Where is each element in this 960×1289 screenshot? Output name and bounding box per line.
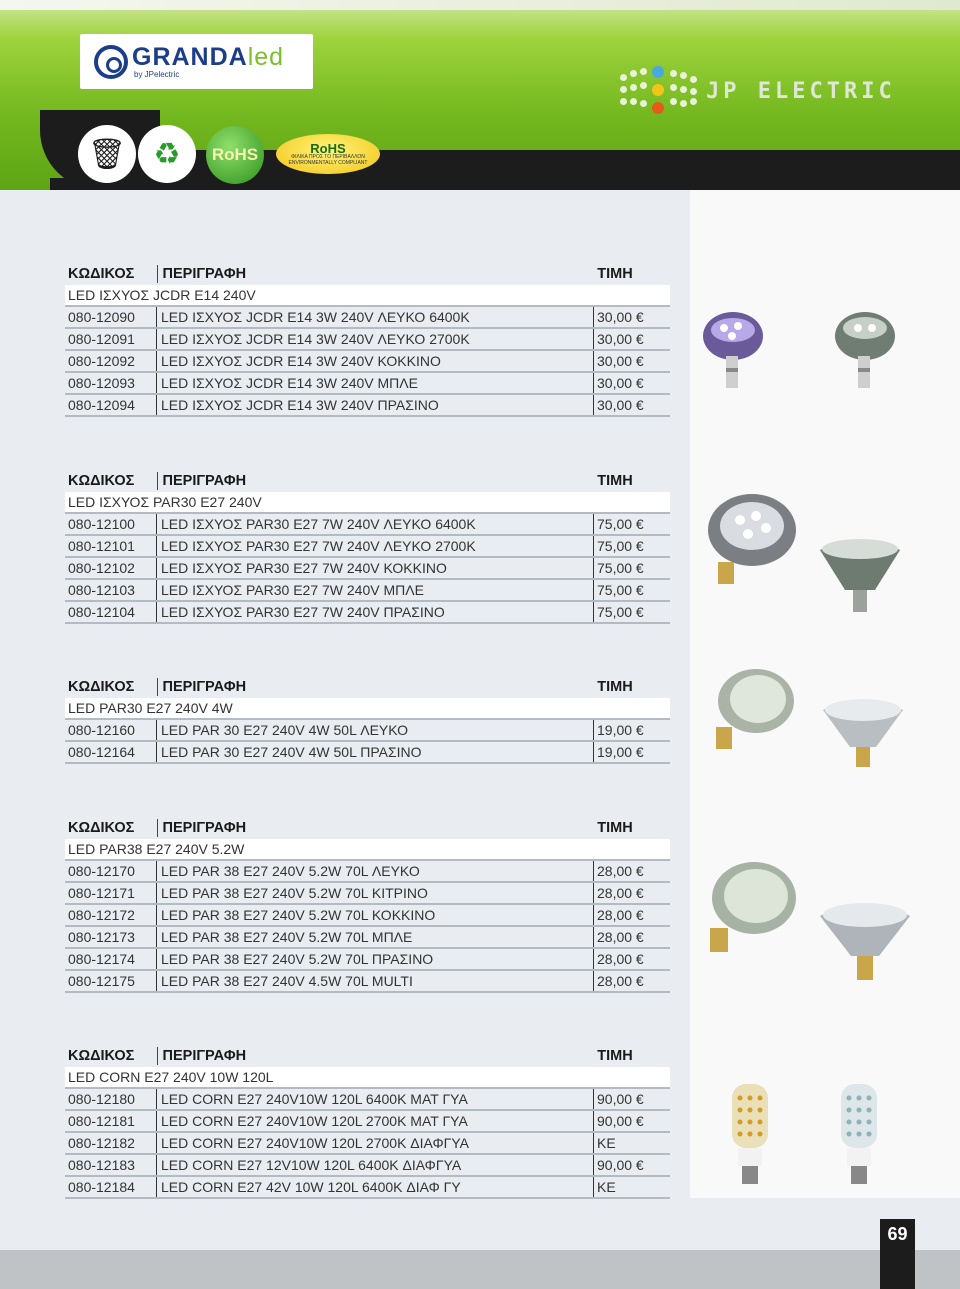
product-price: 30,00 € [593,307,670,327]
product-code: 080-12184 [68,1179,135,1195]
product-description: LED CORN E27 12V10W 120L 6400K ΔΙΑΦΓΥΑ [156,1155,593,1175]
table-row [65,1111,670,1133]
product-price: 28,00 € [593,949,670,969]
table-header [65,817,670,839]
header-price: ΤΙΜΗ [597,473,633,489]
product-description: LED ΙΣΧΥΟΣ JCDR E14 3W 240V ΛΕΥΚΟ 6400K [156,307,593,327]
table-row [65,514,670,536]
product-code: 080-12102 [68,560,135,576]
product-code: 080-12181 [68,1113,135,1129]
product-price: ΚΕ [593,1177,670,1197]
product-price: 30,00 € [593,329,670,349]
product-price: 90,00 € [593,1111,670,1131]
header-code: ΚΩΔΙΚΟΣ [68,266,135,282]
table-row [65,883,670,905]
jp-electric-wordmark: JP ELECTRIC [706,78,896,104]
header-code: ΚΩΔΙΚΟΣ [68,820,135,836]
product-price: 30,00 € [593,351,670,371]
product-description: LED PAR 30 E27 240V 4W 50L ΛΕΥΚΟ [156,720,593,740]
par38-lamp-silver-image [815,898,915,988]
header-price: ΤΙΜΗ [597,266,633,282]
product-price: 75,00 € [593,536,670,556]
product-code: 080-12173 [68,929,135,945]
rohs-badge: RoHS [206,126,264,184]
product-price: 19,00 € [593,742,670,762]
jp-dots-icon [620,66,702,116]
table-row [65,373,670,395]
product-description: LED PAR 38 E27 240V 5.2W 70L ΠΡΑΣΙΝΟ [156,949,593,969]
product-description: LED ΙΣΧΥΟΣ JCDR E14 3W 240V ΚΟΚΚΙΝΟ [156,351,593,371]
product-code: 080-12172 [68,907,135,923]
table-header [65,263,670,285]
table-row [65,1089,670,1111]
product-description: LED CORN E27 240V10W 120L 2700K ΜΑΤ ΓΥΑ [156,1111,593,1131]
rohs-compliant-badge [276,134,380,174]
product-description: LED PAR 30 E27 240V 4W 50L ΠΡΑΣΙΝΟ [156,742,593,762]
product-code: 080-12090 [68,309,135,325]
page-header [0,0,960,190]
product-code: 080-12183 [68,1157,135,1173]
product-description: LED PAR 38 E27 240V 4.5W 70L MULTI [156,971,593,991]
product-photo-panel [690,190,960,1198]
table-row [65,558,670,580]
header-price: ΤΙΜΗ [597,820,633,836]
product-code: 080-12093 [68,375,135,391]
table-row [65,1155,670,1177]
product-description: LED CORN E27 240V10W 120L 2700K ΔΙΑΦΓΥΑ [156,1133,593,1153]
jp-electric-logo [620,66,896,116]
header-description: ΠΕΡΙΓΡΑΦΗ [157,1047,592,1065]
header-description: ΠΕΡΙΓΡΑΦΗ [157,678,592,696]
product-price: 28,00 € [593,971,670,991]
product-code: 080-12092 [68,353,135,369]
product-description: LED ΙΣΧΥΟΣ JCDR E14 3W 240V ΠΡΑΣΙΝΟ [156,395,593,415]
price-table [65,263,670,417]
table-row [65,905,670,927]
price-table [65,1045,670,1199]
table-header [65,1045,670,1067]
price-table [65,676,670,764]
header-code: ΚΩΔΙΚΟΣ [68,1048,135,1064]
table-row [65,307,670,329]
product-code: 080-12103 [68,582,135,598]
table-title: LED ΙΣΧΥΟΣ PAR30 E27 240V [65,492,670,514]
product-price: 28,00 € [593,905,670,925]
par30-power-lamp-image [704,490,799,590]
product-price: 19,00 € [593,720,670,740]
table-row [65,602,670,624]
table-title: LED CORN E27 240V 10W 120L [65,1067,670,1089]
product-description: LED PAR 38 E27 240V 5.2W 70L ΚΙΤΡΙΝΟ [156,883,593,903]
price-table [65,817,670,993]
product-description: LED ΙΣΧΥΟΣ PAR30 E27 7W 240V ΠΡΑΣΙΝΟ [156,602,593,622]
product-price: 28,00 € [593,883,670,903]
product-code: 080-12170 [68,863,135,879]
product-description: LED CORN E27 42V 10W 120L 6400K ΔΙΑΦ ΓΥ [156,1177,593,1197]
product-code: 080-12104 [68,604,135,620]
table-row [65,1133,670,1155]
header-price: ΤΙΜΗ [597,1048,633,1064]
product-code: 080-12182 [68,1135,135,1151]
product-price: 30,00 € [593,373,670,393]
header-price: ΤΙΜΗ [597,679,633,695]
header-description: ΠΕΡΙΓΡΑΦΗ [157,819,592,837]
product-price: ΚΕ [593,1133,670,1153]
jcdr-lamp-purple-image [698,308,768,398]
product-price: 90,00 € [593,1155,670,1175]
logo-byline: by JPelectric [134,69,180,79]
table-row [65,861,670,883]
product-code: 080-12091 [68,331,135,347]
logo-name: GRANDA [132,42,248,71]
table-row [65,1177,670,1199]
product-price: 75,00 € [593,580,670,600]
header-description: ΠΕΡΙΓΡΑΦΗ [157,472,592,490]
table-header [65,470,670,492]
product-price: 30,00 € [593,395,670,415]
header-code: ΚΩΔΙΚΟΣ [68,473,135,489]
table-row [65,329,670,351]
jcdr-lamp-gray-image [830,308,900,398]
table-row [65,580,670,602]
product-price: 75,00 € [593,602,670,622]
product-description: LED ΙΣΧΥΟΣ PAR30 E27 7W 240V ΛΕΥΚΟ 2700K [156,536,593,556]
table-row [65,742,670,764]
par38-lamp-image [702,858,802,958]
product-price: 75,00 € [593,558,670,578]
price-table [65,470,670,624]
product-description: LED PAR 38 E27 240V 5.2W 70L ΜΠΛΕ [156,927,593,947]
product-description: LED ΙΣΧΥΟΣ PAR30 E27 7W 240V ΜΠΛΕ [156,580,593,600]
header-code: ΚΩΔΙΚΟΣ [68,679,135,695]
product-code: 080-12160 [68,722,135,738]
table-row [65,395,670,417]
product-price: 75,00 € [593,514,670,534]
product-description: LED PAR 38 E27 240V 5.2W 70L ΚΟΚΚΙΝΟ [156,905,593,925]
product-code: 080-12174 [68,951,135,967]
product-description: LED CORN E27 240V10W 120L 6400K ΜΑΤ ΓΥΑ [156,1089,593,1109]
product-description: LED ΙΣΧΥΟΣ JCDR E14 3W 240V ΜΠΛΕ [156,373,593,393]
product-description: LED PAR 38 E27 240V 5.2W 70L ΛΕΥΚΟ [156,861,593,881]
table-title: LED ΙΣΧΥΟΣ JCDR E14 240V [65,285,670,307]
table-row [65,971,670,993]
waste-bin-icon: 🗑 [78,125,136,183]
product-description: LED ΙΣΧΥΟΣ JCDR E14 3W 240V ΛΕΥΚΟ 2700K [156,329,593,349]
header-description: ΠΕΡΙΓΡΑΦΗ [157,265,592,283]
product-code: 080-12175 [68,973,135,989]
product-code: 080-12100 [68,516,135,532]
rohs-oval-title: RoHS [310,141,346,156]
par30-power-lamp-gray-image [815,535,905,615]
corn-lamp-cool-image [835,1080,883,1190]
rohs-oval-line2: ENVIRONMENTALLY COMPLIANT [288,159,368,166]
rohs-oval-line1: ΦΙΛΙΚΑ ΠΡΟΣ ΤΟ ΠΕΡΙΒΑΛΛΟΝ [291,154,365,160]
product-description: LED ΙΣΧΥΟΣ PAR30 E27 7W 240V ΛΕΥΚΟ 6400K [156,514,593,534]
product-price: 28,00 € [593,861,670,881]
product-price: 90,00 € [593,1089,670,1109]
par30-4w-lamp-image [708,665,798,755]
table-title: LED PAR38 E27 240V 5.2W [65,839,670,861]
table-row [65,536,670,558]
product-code: 080-12164 [68,744,135,760]
product-code: 080-12094 [68,397,135,413]
page-number: 69 [887,1224,908,1244]
logo-name-accent: led [247,42,285,71]
table-row [65,720,670,742]
table-header [65,676,670,698]
table-title: LED PAR30 E27 240V 4W [65,698,670,720]
product-price: 28,00 € [593,927,670,947]
table-row [65,351,670,373]
product-code: 080-12180 [68,1091,135,1107]
corn-lamp-warm-image [726,1080,774,1190]
footer-band [0,1250,960,1289]
product-code: 080-12171 [68,885,135,901]
par30-4w-lamp-silver-image [818,695,908,775]
product-description: LED ΙΣΧΥΟΣ PAR30 E27 7W 240V ΚΟΚΚΙΝΟ [156,558,593,578]
table-row [65,949,670,971]
granda-logo-mark-icon [94,45,128,79]
granda-logo [80,34,313,89]
table-row [65,927,670,949]
recycle-icon: ♻ [138,125,196,183]
product-code: 080-12101 [68,538,135,554]
